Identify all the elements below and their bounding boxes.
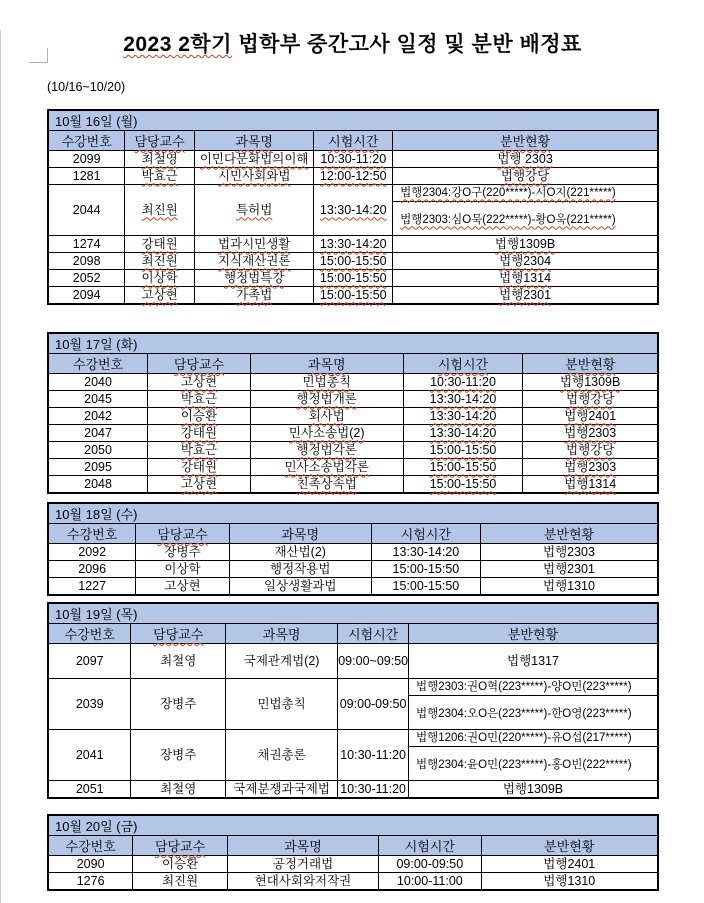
course-code-cell: 2094 [48,287,125,305]
column-header: 시험시간 [371,524,480,544]
day-band-row [48,603,658,624]
table-row [48,442,658,459]
document-page [0,30,704,903]
time-cell: 13:30-14:20 [403,408,523,425]
column-header: 과목명 [226,624,338,644]
column-header-row [48,131,658,151]
exam-table [47,332,659,494]
time-cell: 15:00-15:50 [403,459,523,476]
subject-cell: 이민다문화법의이해 [194,151,314,168]
professor-cell: 최철영 [131,781,226,799]
subject-cell: 특허법 [194,185,314,236]
course-code-cell: 2041 [48,730,131,781]
course-code-cell: 2045 [48,391,148,408]
subject-cell: 지식재산권론 [194,253,314,270]
course-code-cell: 1227 [48,578,136,596]
date-range: (10/16~10/20) [47,80,126,94]
time-cell: 09:00-09:50 [338,679,409,730]
exam-table [47,502,659,596]
subject-cell: 채권총론 [226,730,338,781]
professor-cell: 고상현 [136,578,229,596]
time-cell: 15:00-15:50 [314,270,393,287]
professor-cell: 박효근 [148,391,251,408]
professor-cell: 최진원 [125,185,195,236]
column-header: 담당교수 [148,354,251,374]
professor-cell: 이상학 [125,270,195,287]
room-cell: 법행1314 [393,270,658,287]
time-cell: 10:30-11:20 [403,374,523,391]
time-cell: 13:30-14:20 [314,236,393,253]
room-cell: 법행2301 [480,561,658,578]
subject-cell: 행정법특강 [194,270,314,287]
course-code-cell: 2042 [48,408,148,425]
subject-cell: 회사법 [250,408,403,425]
room-cell: 법행1206:권O민(220*****)-유O섭(217*****) [408,730,658,747]
column-header: 시험시간 [379,836,481,856]
professor-cell: 고상현 [148,476,251,494]
table-row [48,151,658,168]
time-cell: 12:00-12:50 [314,168,393,185]
column-header-row [48,354,658,374]
table-row [48,561,658,578]
subject-cell: 현대사회와저작권 [227,873,378,891]
room-cell: 법행 2303 [393,151,658,168]
time-cell: 13:30-14:20 [403,391,523,408]
day-band-row [48,503,658,524]
column-header: 분반현황 [393,131,658,151]
professor-cell: 강태원 [148,459,251,476]
professor-cell: 이상학 [136,561,229,578]
time-cell: 10:00-11:00 [379,873,481,891]
room-cell: 법행2401 [523,408,658,425]
time-cell: 15:00-15:50 [314,253,393,270]
column-header: 과목명 [229,524,371,544]
column-header: 분반현황 [481,836,658,856]
professor-cell: 장병주 [136,544,229,561]
subject-cell: 가족법 [194,287,314,305]
professor-cell: 강태원 [125,236,195,253]
professor-cell: 장병주 [131,679,226,730]
course-code-cell: 2048 [48,476,148,494]
column-header: 시험시간 [403,354,523,374]
day-label: 10월 20일 (금) [48,815,658,836]
room-cell: 법행강당 [523,442,658,459]
day-band-row [48,815,658,836]
column-header: 수강번호 [48,624,131,644]
room-cell: 법행1310 [480,578,658,596]
course-code-cell: 2097 [48,644,131,679]
table-row [48,408,658,425]
table-row [48,781,658,799]
subject-cell: 행정법각론 [250,442,403,459]
course-code-cell: 2098 [48,253,125,270]
course-code-cell: 1281 [48,168,125,185]
course-code-cell: 2090 [48,856,133,873]
column-header-row [48,836,658,856]
time-cell: 15:00-15:50 [314,287,393,305]
room-cell: 법행1309B [393,236,658,253]
room-cell: 법행2303 [480,544,658,561]
table-row [48,391,658,408]
time-cell: 15:00-15:50 [403,476,523,494]
day-label: 10월 17일 (화) [48,333,658,354]
day-label: 10월 19일 (목) [48,603,658,624]
professor-cell: 최철영 [125,151,195,168]
column-header: 수강번호 [48,131,125,151]
subject-cell: 국제분쟁과국제법 [226,781,338,799]
time-cell: 09:00-09:50 [379,856,481,873]
professor-cell: 고상현 [125,287,195,305]
subject-cell: 공정거래법 [227,856,378,873]
column-header: 과목명 [227,836,378,856]
table-row [48,374,658,391]
time-cell: 13:30-14:20 [314,185,393,236]
table-row [48,185,658,202]
room-cell: 법행2303:권O혁(223*****)-양O민(223*****) [408,679,658,696]
room-cell: 법행2303 [523,425,658,442]
room-cell: 법행2304:강O구(220*****)-시O지(221*****) [393,185,658,202]
course-code-cell: 2044 [48,185,125,236]
course-code-cell: 2039 [48,679,131,730]
time-cell: 13:30-14:20 [403,425,523,442]
subject-cell: 민사소송법(2) [250,425,403,442]
professor-cell: 박효근 [125,168,195,185]
exam-table [47,109,659,305]
column-header-row [48,624,658,644]
table-row [48,578,658,596]
professor-cell: 이승환 [148,408,251,425]
page-title [1,30,704,60]
column-header: 수강번호 [48,524,136,544]
column-header: 과목명 [194,131,314,151]
column-header: 수강번호 [48,354,148,374]
professor-cell: 최진원 [133,873,228,891]
column-header-row [48,524,658,544]
professor-cell: 최진원 [125,253,195,270]
room-cell: 법행2303:심O묵(222*****)-황O욱(221*****) [393,202,658,236]
room-cell: 법행2301 [393,287,658,305]
room-cell: 법행2303 [523,459,658,476]
subject-cell: 행정법개론 [250,391,403,408]
room-cell: 법행1317 [408,644,658,679]
course-code-cell: 2095 [48,459,148,476]
course-code-cell: 2099 [48,151,125,168]
day-band-row [48,110,658,131]
time-cell: 15:00-15:50 [371,578,480,596]
table-row [48,679,658,696]
course-code-cell: 1276 [48,873,133,891]
table-row [48,236,658,253]
table-row [48,459,658,476]
table-row [48,730,658,747]
table-row [48,644,658,679]
subject-cell: 국제관계법(2) [226,644,338,679]
course-code-cell: 2047 [48,425,148,442]
subject-cell: 친족상속법 [250,476,403,494]
time-cell: 10:30-11:20 [338,730,409,781]
margin-corner-mark [29,48,48,63]
professor-cell: 고상현 [148,374,251,391]
column-header: 분반현황 [480,524,658,544]
table-row [48,544,658,561]
table-row [48,873,658,891]
room-cell: 법행1309B [523,374,658,391]
time-cell: 09:00~09:50 [338,644,409,679]
table-row [48,270,658,287]
professor-cell: 박효근 [148,442,251,459]
course-code-cell: 2092 [48,544,136,561]
time-cell: 15:00-15:50 [371,561,480,578]
room-cell: 법행강당 [393,168,658,185]
column-header: 시험시간 [338,624,409,644]
course-code-cell: 2051 [48,781,131,799]
room-cell: 법행2304:윤O민(223*****)-홍O빈(222*****) [408,747,658,781]
day-label: 10월 16일 (월) [48,110,658,131]
time-cell: 10:30-11:20 [338,781,409,799]
table-row [48,476,658,494]
course-code-cell: 2040 [48,374,148,391]
subject-cell: 민사소송법각론 [250,459,403,476]
subject-cell: 민법총칙 [226,679,338,730]
day-label: 10월 18일 (수) [48,503,658,524]
exam-table [47,814,659,891]
column-header: 과목명 [250,354,403,374]
column-header: 담당교수 [131,624,226,644]
subject-cell: 민법총칙 [250,374,403,391]
column-header: 분반현황 [523,354,658,374]
course-code-cell: 2096 [48,561,136,578]
room-cell: 법행2401 [481,856,658,873]
table-row [48,856,658,873]
subject-cell: 일상생활과법 [229,578,371,596]
time-cell: 13:30-14:20 [371,544,480,561]
column-header: 수강번호 [48,836,133,856]
professor-cell: 최철영 [131,644,226,679]
course-code-cell: 1274 [48,236,125,253]
room-cell: 법행1309B [408,781,658,799]
room-cell: 법행1310 [481,873,658,891]
professor-cell: 강태원 [148,425,251,442]
column-header: 시험시간 [314,131,393,151]
table-row [48,168,658,185]
room-cell: 법행강당 [523,391,658,408]
subject-cell: 재산법(2) [229,544,371,561]
room-cell: 법행2304:오O은(223*****)-한O영(223*****) [408,696,658,730]
exam-tables-container [47,109,659,891]
page-title-semester: 2023 2학기 [123,33,232,56]
professor-cell: 이승환 [133,856,228,873]
subject-cell: 시민사회와법 [194,168,314,185]
time-cell: 10:30-11:20 [314,151,393,168]
room-cell: 법행2304 [393,253,658,270]
course-code-cell: 2052 [48,270,125,287]
professor-cell: 장병주 [131,730,226,781]
day-band-row [48,333,658,354]
column-header: 담당교수 [133,836,228,856]
exam-table [47,602,659,799]
column-header: 담당교수 [125,131,195,151]
page-title-rest: 법학부 중간고사 일정 및 분반 배정표 [232,33,582,56]
column-header: 담당교수 [136,524,229,544]
subject-cell: 법과시민생활 [194,236,314,253]
table-row [48,425,658,442]
time-cell: 15:00-15:50 [403,442,523,459]
column-header: 분반현황 [408,624,658,644]
table-row [48,253,658,270]
course-code-cell: 2050 [48,442,148,459]
table-row [48,287,658,305]
room-cell: 법행1314 [523,476,658,494]
subject-cell: 행정작용법 [229,561,371,578]
